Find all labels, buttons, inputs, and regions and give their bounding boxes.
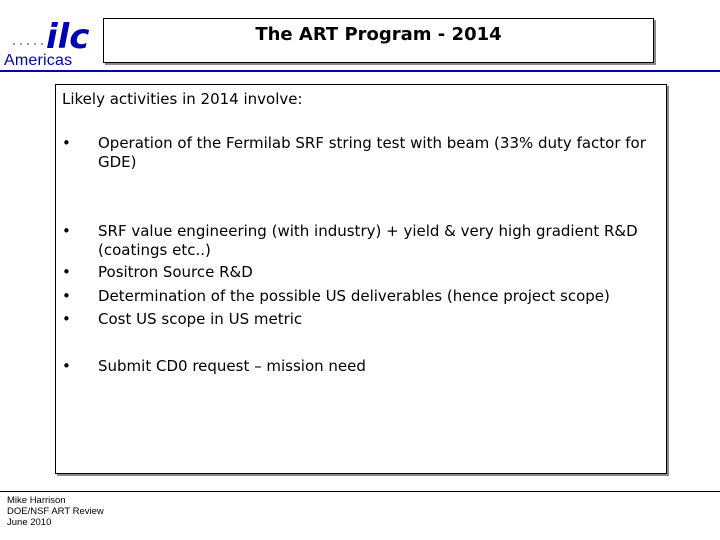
logo-text: ilc [46,17,90,57]
bullet-text: Determination of the possible US deliverables (hence project scope) [98,287,610,305]
bullet-marker: • [62,263,71,281]
bullet-text: Cost US scope in US metric [98,310,303,328]
footer-date: June 2010 [7,517,52,528]
bullet-text: SRF value engineering (with industry) + yield & very high gradient R&D (coatings etc..) [98,222,638,259]
slide-title: The ART Program - 2014 [255,24,502,45]
footer-divider [0,491,720,492]
bullet-text: Positron Source R&D [98,263,253,281]
footer [7,495,104,528]
title-box [103,18,654,63]
content-box [55,84,667,474]
footer-author: Mike Harrison [7,495,66,506]
bullet-marker: • [62,310,71,328]
bullet-marker: • [62,134,71,152]
intro-text: Likely activities in 2014 involve: [62,90,303,108]
footer-event: DOE/NSF ART Review [7,506,104,517]
bullet-marker: • [62,287,71,305]
bullet-marker: • [62,357,71,375]
logo-region-label: Americas [4,52,73,69]
bullet-text: Submit CD0 request – mission need [98,357,366,375]
bullet-text: Operation of the Fermilab SRF string test with beam (33% duty factor for GDE) [98,134,646,171]
bullet-marker: • [62,222,71,240]
header-divider [0,70,720,72]
